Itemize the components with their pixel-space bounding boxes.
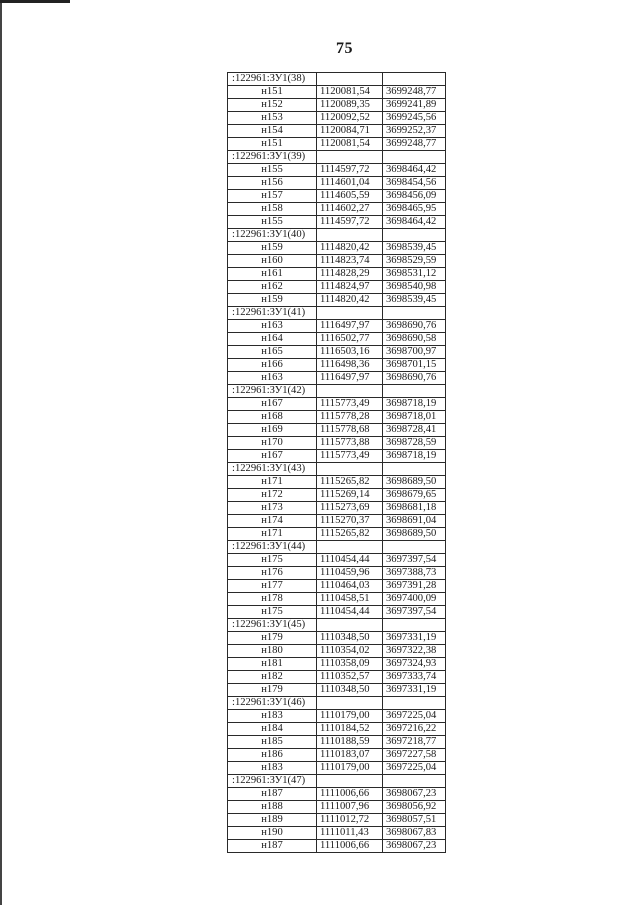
point-cell: н173: [228, 502, 317, 515]
y-coordinate-cell: 3698689,50: [383, 476, 446, 489]
table-row: [228, 112, 446, 125]
table-row: [228, 138, 446, 151]
empty-cell: [317, 151, 383, 164]
parcel-label: :122961:ЗУ1(47): [228, 775, 317, 788]
point-cell: н166: [228, 359, 317, 372]
y-coordinate-cell: 3698531,12: [383, 268, 446, 281]
x-coordinate-cell: 1110348,50: [317, 684, 383, 697]
table-row: [228, 749, 446, 762]
y-coordinate-cell: 3697331,19: [383, 684, 446, 697]
x-coordinate-cell: 1114597,72: [317, 216, 383, 229]
y-coordinate-cell: 3698718,19: [383, 398, 446, 411]
table-row: [228, 827, 446, 840]
point-cell: н176: [228, 567, 317, 580]
group-header-row: [228, 73, 446, 86]
y-coordinate-cell: 3697397,54: [383, 554, 446, 567]
x-coordinate-cell: 1115265,82: [317, 476, 383, 489]
point-cell: н171: [228, 476, 317, 489]
point-cell: н169: [228, 424, 317, 437]
table-row: [228, 476, 446, 489]
point-cell: н187: [228, 788, 317, 801]
point-cell: н160: [228, 255, 317, 268]
point-cell: н183: [228, 710, 317, 723]
empty-cell: [383, 229, 446, 242]
empty-cell: [317, 463, 383, 476]
table-row: [228, 710, 446, 723]
x-coordinate-cell: 1116498,36: [317, 359, 383, 372]
point-cell: н187: [228, 840, 317, 853]
x-coordinate-cell: 1115269,14: [317, 489, 383, 502]
x-coordinate-cell: 1111007,96: [317, 801, 383, 814]
y-coordinate-cell: 3697322,38: [383, 645, 446, 658]
point-cell: н159: [228, 294, 317, 307]
parcel-label: :122961:ЗУ1(46): [228, 697, 317, 710]
x-coordinate-cell: 1116497,97: [317, 372, 383, 385]
table-row: [228, 164, 446, 177]
x-coordinate-cell: 1114597,72: [317, 164, 383, 177]
table-row: [228, 333, 446, 346]
point-cell: н188: [228, 801, 317, 814]
point-cell: н151: [228, 86, 317, 99]
x-coordinate-cell: 1115265,82: [317, 528, 383, 541]
point-cell: н171: [228, 528, 317, 541]
y-coordinate-cell: 3698728,59: [383, 437, 446, 450]
table-row: [228, 502, 446, 515]
point-cell: н179: [228, 632, 317, 645]
y-coordinate-cell: 3698689,50: [383, 528, 446, 541]
table-row: [228, 489, 446, 502]
y-coordinate-cell: 3698681,18: [383, 502, 446, 515]
y-coordinate-cell: 3698464,42: [383, 216, 446, 229]
x-coordinate-cell: 1115270,37: [317, 515, 383, 528]
x-coordinate-cell: 1120089,35: [317, 99, 383, 112]
y-coordinate-cell: 3697391,28: [383, 580, 446, 593]
empty-cell: [383, 775, 446, 788]
table-row: [228, 580, 446, 593]
point-cell: н177: [228, 580, 317, 593]
y-coordinate-cell: 3699245,56: [383, 112, 446, 125]
group-header-row: [228, 151, 446, 164]
y-coordinate-cell: 3697331,19: [383, 632, 446, 645]
point-cell: н175: [228, 606, 317, 619]
y-coordinate-cell: 3698057,51: [383, 814, 446, 827]
table-row: [228, 528, 446, 541]
parcel-label: :122961:ЗУ1(43): [228, 463, 317, 476]
x-coordinate-cell: 1110348,50: [317, 632, 383, 645]
table-row: [228, 736, 446, 749]
y-coordinate-cell: 3698056,92: [383, 801, 446, 814]
y-coordinate-cell: 3697225,04: [383, 710, 446, 723]
y-coordinate-cell: 3698539,45: [383, 294, 446, 307]
x-coordinate-cell: 1115773,88: [317, 437, 383, 450]
x-coordinate-cell: 1115773,49: [317, 450, 383, 463]
table-row: [228, 177, 446, 190]
point-cell: н152: [228, 99, 317, 112]
y-coordinate-cell: 3699241,89: [383, 99, 446, 112]
point-cell: н163: [228, 372, 317, 385]
table-row: [228, 437, 446, 450]
table-row: [228, 255, 446, 268]
table-row: [228, 801, 446, 814]
x-coordinate-cell: 1110352,57: [317, 671, 383, 684]
table-row: [228, 242, 446, 255]
x-coordinate-cell: 1115773,49: [317, 398, 383, 411]
y-coordinate-cell: 3698701,15: [383, 359, 446, 372]
point-cell: н163: [228, 320, 317, 333]
point-cell: н164: [228, 333, 317, 346]
parcel-label: :122961:ЗУ1(42): [228, 385, 317, 398]
point-cell: н167: [228, 450, 317, 463]
parcel-label: :122961:ЗУ1(45): [228, 619, 317, 632]
point-cell: н189: [228, 814, 317, 827]
point-cell: н165: [228, 346, 317, 359]
x-coordinate-cell: 1114823,74: [317, 255, 383, 268]
y-coordinate-cell: 3698067,83: [383, 827, 446, 840]
x-coordinate-cell: 1115778,28: [317, 411, 383, 424]
point-cell: н180: [228, 645, 317, 658]
y-coordinate-cell: 3697218,77: [383, 736, 446, 749]
x-coordinate-cell: 1120092,52: [317, 112, 383, 125]
x-coordinate-cell: 1114605,59: [317, 190, 383, 203]
y-coordinate-cell: 3698529,59: [383, 255, 446, 268]
x-coordinate-cell: 1110188,59: [317, 736, 383, 749]
table-row: [228, 320, 446, 333]
x-coordinate-cell: 1110464,03: [317, 580, 383, 593]
x-coordinate-cell: 1114820,42: [317, 294, 383, 307]
x-coordinate-cell: 1110454,44: [317, 606, 383, 619]
y-coordinate-cell: 3697388,73: [383, 567, 446, 580]
table-row: [228, 294, 446, 307]
x-coordinate-cell: 1115273,69: [317, 502, 383, 515]
x-coordinate-cell: 1114820,42: [317, 242, 383, 255]
table-row: [228, 762, 446, 775]
table-row: [228, 606, 446, 619]
scan-edge-mark: [0, 0, 70, 3]
table-row: [228, 203, 446, 216]
table-row: [228, 645, 446, 658]
table-row: [228, 593, 446, 606]
y-coordinate-cell: 3698540,98: [383, 281, 446, 294]
group-header-row: [228, 541, 446, 554]
point-cell: н168: [228, 411, 317, 424]
x-coordinate-cell: 1110354,02: [317, 645, 383, 658]
table-row: [228, 359, 446, 372]
table-row: [228, 814, 446, 827]
x-coordinate-cell: 1116502,77: [317, 333, 383, 346]
y-coordinate-cell: 3698454,56: [383, 177, 446, 190]
x-coordinate-cell: 1111006,66: [317, 788, 383, 801]
y-coordinate-cell: 3698465,95: [383, 203, 446, 216]
point-cell: н167: [228, 398, 317, 411]
table-row: [228, 424, 446, 437]
x-coordinate-cell: 1116497,97: [317, 320, 383, 333]
x-coordinate-cell: 1120081,54: [317, 138, 383, 151]
empty-cell: [317, 229, 383, 242]
y-coordinate-cell: 3698067,23: [383, 788, 446, 801]
table-row: [228, 684, 446, 697]
y-coordinate-cell: 3697225,04: [383, 762, 446, 775]
empty-cell: [383, 307, 446, 320]
point-cell: н156: [228, 177, 317, 190]
table-row: [228, 281, 446, 294]
table-row: [228, 268, 446, 281]
group-header-row: [228, 385, 446, 398]
empty-cell: [317, 619, 383, 632]
point-cell: н190: [228, 827, 317, 840]
empty-cell: [317, 775, 383, 788]
group-header-row: [228, 775, 446, 788]
point-cell: н155: [228, 164, 317, 177]
y-coordinate-cell: 3698456,09: [383, 190, 446, 203]
group-header-row: [228, 619, 446, 632]
table-row: [228, 450, 446, 463]
point-cell: н185: [228, 736, 317, 749]
empty-cell: [383, 73, 446, 86]
point-cell: н155: [228, 216, 317, 229]
point-cell: н170: [228, 437, 317, 450]
point-cell: н161: [228, 268, 317, 281]
point-cell: н158: [228, 203, 317, 216]
group-header-row: [228, 463, 446, 476]
x-coordinate-cell: 1115778,68: [317, 424, 383, 437]
coordinates-table: [227, 72, 446, 853]
parcel-label: :122961:ЗУ1(38): [228, 73, 317, 86]
point-cell: н174: [228, 515, 317, 528]
table-row: [228, 515, 446, 528]
point-cell: н178: [228, 593, 317, 606]
x-coordinate-cell: 1110458,51: [317, 593, 383, 606]
parcel-label: :122961:ЗУ1(41): [228, 307, 317, 320]
y-coordinate-cell: 3699252,37: [383, 125, 446, 138]
x-coordinate-cell: 1110179,00: [317, 762, 383, 775]
x-coordinate-cell: 1114602,27: [317, 203, 383, 216]
empty-cell: [317, 307, 383, 320]
x-coordinate-cell: 1111012,72: [317, 814, 383, 827]
empty-cell: [383, 385, 446, 398]
y-coordinate-cell: 3698539,45: [383, 242, 446, 255]
empty-cell: [383, 151, 446, 164]
x-coordinate-cell: 1111011,43: [317, 827, 383, 840]
table-row: [228, 788, 446, 801]
group-header-row: [228, 307, 446, 320]
point-cell: н181: [228, 658, 317, 671]
x-coordinate-cell: 1116503,16: [317, 346, 383, 359]
table-row: [228, 723, 446, 736]
point-cell: н159: [228, 242, 317, 255]
y-coordinate-cell: 3699248,77: [383, 138, 446, 151]
x-coordinate-cell: 1110179,00: [317, 710, 383, 723]
empty-cell: [317, 541, 383, 554]
table-row: [228, 567, 446, 580]
point-cell: н172: [228, 489, 317, 502]
table-row: [228, 658, 446, 671]
y-coordinate-cell: 3698700,97: [383, 346, 446, 359]
empty-cell: [317, 385, 383, 398]
x-coordinate-cell: 1110358,09: [317, 658, 383, 671]
x-coordinate-cell: 1110183,07: [317, 749, 383, 762]
parcel-label: :122961:ЗУ1(40): [228, 229, 317, 242]
scan-edge-line: [0, 0, 2, 905]
x-coordinate-cell: 1120084,71: [317, 125, 383, 138]
x-coordinate-cell: 1114824,97: [317, 281, 383, 294]
y-coordinate-cell: 3698728,41: [383, 424, 446, 437]
x-coordinate-cell: 1120081,54: [317, 86, 383, 99]
y-coordinate-cell: 3697333,74: [383, 671, 446, 684]
table-row: [228, 632, 446, 645]
x-coordinate-cell: 1110184,52: [317, 723, 383, 736]
table-row: [228, 554, 446, 567]
empty-cell: [383, 541, 446, 554]
x-coordinate-cell: 1110459,96: [317, 567, 383, 580]
y-coordinate-cell: 3698718,19: [383, 450, 446, 463]
empty-cell: [317, 697, 383, 710]
empty-cell: [383, 619, 446, 632]
table-row: [228, 216, 446, 229]
table-row: [228, 190, 446, 203]
table-row: [228, 99, 446, 112]
y-coordinate-cell: 3698690,76: [383, 372, 446, 385]
point-cell: н154: [228, 125, 317, 138]
parcel-label: :122961:ЗУ1(44): [228, 541, 317, 554]
point-cell: н151: [228, 138, 317, 151]
table-row: [228, 125, 446, 138]
group-header-row: [228, 229, 446, 242]
y-coordinate-cell: 3698690,76: [383, 320, 446, 333]
point-cell: н186: [228, 749, 317, 762]
y-coordinate-cell: 3698691,04: [383, 515, 446, 528]
point-cell: н153: [228, 112, 317, 125]
empty-cell: [383, 463, 446, 476]
point-cell: н157: [228, 190, 317, 203]
table-row: [228, 840, 446, 853]
y-coordinate-cell: 3697400,09: [383, 593, 446, 606]
x-coordinate-cell: 1110454,44: [317, 554, 383, 567]
point-cell: н175: [228, 554, 317, 567]
table-row: [228, 372, 446, 385]
y-coordinate-cell: 3698690,58: [383, 333, 446, 346]
y-coordinate-cell: 3698067,23: [383, 840, 446, 853]
page-number: 75: [336, 40, 353, 57]
y-coordinate-cell: 3698464,42: [383, 164, 446, 177]
y-coordinate-cell: 3697227,58: [383, 749, 446, 762]
table-row: [228, 346, 446, 359]
y-coordinate-cell: 3699248,77: [383, 86, 446, 99]
table-row: [228, 86, 446, 99]
group-header-row: [228, 697, 446, 710]
x-coordinate-cell: 1114828,29: [317, 268, 383, 281]
y-coordinate-cell: 3697216,22: [383, 723, 446, 736]
y-coordinate-cell: 3697397,54: [383, 606, 446, 619]
empty-cell: [317, 73, 383, 86]
point-cell: н183: [228, 762, 317, 775]
point-cell: н182: [228, 671, 317, 684]
point-cell: н184: [228, 723, 317, 736]
y-coordinate-cell: 3698679,65: [383, 489, 446, 502]
point-cell: н179: [228, 684, 317, 697]
y-coordinate-cell: 3697324,93: [383, 658, 446, 671]
table-row: [228, 671, 446, 684]
parcel-label: :122961:ЗУ1(39): [228, 151, 317, 164]
x-coordinate-cell: 1111006,66: [317, 840, 383, 853]
table-row: [228, 398, 446, 411]
point-cell: н162: [228, 281, 317, 294]
y-coordinate-cell: 3698718,01: [383, 411, 446, 424]
table-row: [228, 411, 446, 424]
x-coordinate-cell: 1114601,04: [317, 177, 383, 190]
empty-cell: [383, 697, 446, 710]
